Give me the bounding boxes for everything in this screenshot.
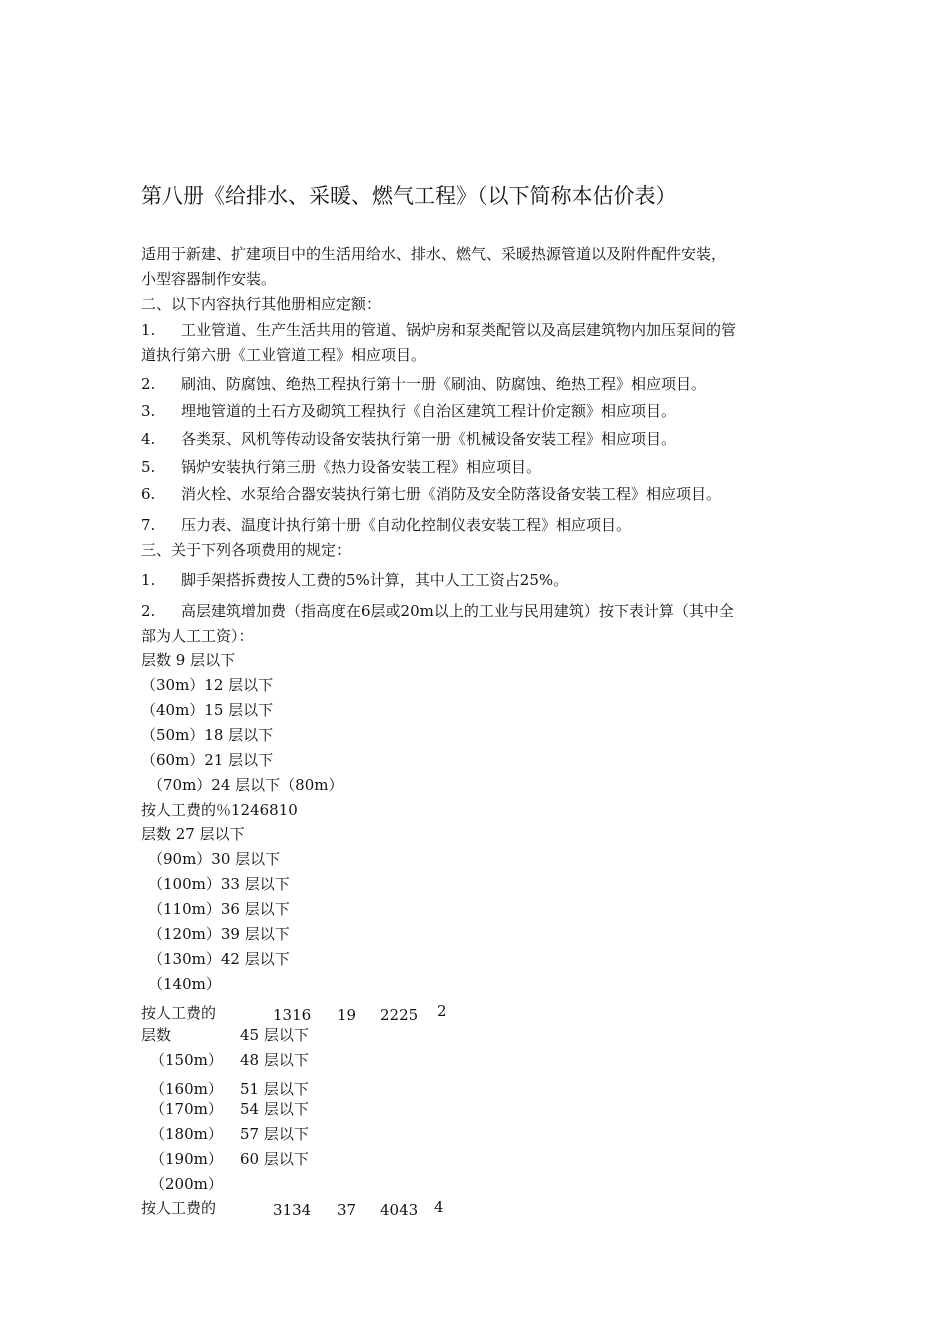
- item-text: 刷油、防腐蚀、绝热工程执行第十一册《刷油、防腐蚀、绝热工程》相应项目。: [181, 375, 707, 393]
- table3-floors: 57 层以下: [240, 1125, 309, 1143]
- table2-line: （100m）33 层以下: [148, 875, 290, 893]
- item-text: 锅炉安装执行第三册《热力设备安装工程》相应项目。: [181, 458, 542, 476]
- section-2-heading: 二、以下内容执行其他册相应定额：: [141, 295, 382, 313]
- table3-height: （190m）: [150, 1150, 223, 1168]
- table2-fee-value: 1316: [273, 1006, 312, 1024]
- table3-height: （200m）: [150, 1175, 223, 1193]
- table3-height: （150m）: [150, 1051, 223, 1069]
- table3-floors: 54 层以下: [240, 1100, 309, 1118]
- item-text: 工业管道、生产生活共用的管道、锅炉房和泵类配管以及高层建筑物内加压泵间的管: [181, 321, 737, 339]
- table3-fee-value: 4: [434, 1198, 444, 1216]
- table2-fee-value: 2: [437, 1002, 447, 1020]
- table1-line: 层数 9 层以下: [141, 651, 236, 669]
- table3-height: （160m）: [150, 1080, 223, 1098]
- section-3-item-2: [141, 601, 734, 621]
- table3-height: （180m）: [150, 1125, 223, 1143]
- section-2-item-3: [141, 401, 676, 421]
- table3-floors: 51 层以下: [240, 1080, 309, 1098]
- item-number: 2.: [141, 602, 156, 620]
- item-number: 4.: [141, 430, 156, 448]
- table1-fee-line: 按人工费的％1246810: [141, 801, 298, 819]
- item-text: 高层建筑增加费（指高度在6层或20m以上的工业与民用建筑）按下表计算（其中全: [181, 602, 734, 620]
- section-2-item-6: [141, 484, 721, 504]
- table2-line: （120m）39 层以下: [148, 925, 290, 943]
- item-text: 埋地管道的土石方及砌筑工程执行《自治区建筑工程计价定额》相应项目。: [181, 402, 677, 420]
- section-2-item-1: [141, 320, 736, 340]
- intro-line-1: 适用于新建、扩建项目中的生活用给水、排水、燃气、采暖热源管道以及附件配件安装，: [141, 245, 727, 263]
- table2-fee-value: 19: [337, 1006, 357, 1024]
- table2-line: 层数 27 层以下: [141, 825, 245, 843]
- table1-line: （30m）12 层以下: [141, 676, 274, 694]
- table1-line: （50m）18 层以下: [141, 726, 274, 744]
- section-2-item-4: [141, 429, 676, 449]
- table3-fee-value: 37: [337, 1201, 357, 1219]
- section-3-item-1: [141, 570, 568, 590]
- table1-line: （70m）24 层以下（80m）: [148, 776, 344, 794]
- item-number: 2.: [141, 375, 156, 393]
- item-number: 3.: [141, 402, 156, 420]
- item-text: 压力表、温度计执行第十册《自动化控制仪表安装工程》相应项目。: [181, 516, 632, 534]
- section-2-item-1-cont: 道执行第六册《工业管道工程》相应项目。: [141, 346, 427, 364]
- item-text: 各类泵、风机等传动设备安装执行第一册《机械设备安装工程》相应项目。: [181, 430, 677, 448]
- page-title: 第八册《给排水、采暖、燃气工程》（以下简称本估价表）: [141, 184, 677, 208]
- table3-fee-value: 3134: [273, 1201, 312, 1219]
- table3-fee-value: 4043: [380, 1201, 419, 1219]
- section-3-item-2-cont: 部为人工工资）：: [141, 627, 254, 645]
- table2-line: （130m）42 层以下: [148, 950, 290, 968]
- section-3-heading: 三、关于下列各项费用的规定：: [141, 541, 352, 559]
- table2-line: （140m）: [148, 975, 221, 993]
- table2-fee-value: 2225: [380, 1006, 419, 1024]
- item-text: 脚手架搭拆费按人工费的5%计算，其中人工工资占25%。: [181, 571, 569, 589]
- item-number: 1.: [141, 321, 156, 339]
- table2-line: （110m）36 层以下: [148, 900, 290, 918]
- table3-floors: 48 层以下: [240, 1051, 309, 1069]
- item-number: 6.: [141, 485, 156, 503]
- table3-floors: 45 层以下: [240, 1026, 309, 1044]
- item-number: 7.: [141, 516, 156, 534]
- section-2-item-5: [141, 457, 541, 477]
- table2-line: （90m）30 层以下: [148, 850, 281, 868]
- section-2-item-7: [141, 515, 631, 535]
- table3-header: 层数: [141, 1026, 172, 1044]
- table1-line: （60m）21 层以下: [141, 751, 274, 769]
- section-2-item-2: [141, 374, 706, 394]
- item-number: 1.: [141, 571, 156, 589]
- table3-fee-label: 按人工费的: [141, 1199, 217, 1217]
- item-number: 5.: [141, 458, 156, 476]
- table2-fee-label: 按人工费的: [141, 1004, 217, 1022]
- intro-line-2: 小型容器制作安装。: [141, 270, 277, 288]
- table3-height: （170m）: [150, 1100, 223, 1118]
- table3-floors: 60 层以下: [240, 1150, 309, 1168]
- table1-line: （40m）15 层以下: [141, 701, 274, 719]
- item-text: 消火栓、水泵给合器安装执行第七册《消防及安全防落设备安装工程》相应项目。: [181, 485, 722, 503]
